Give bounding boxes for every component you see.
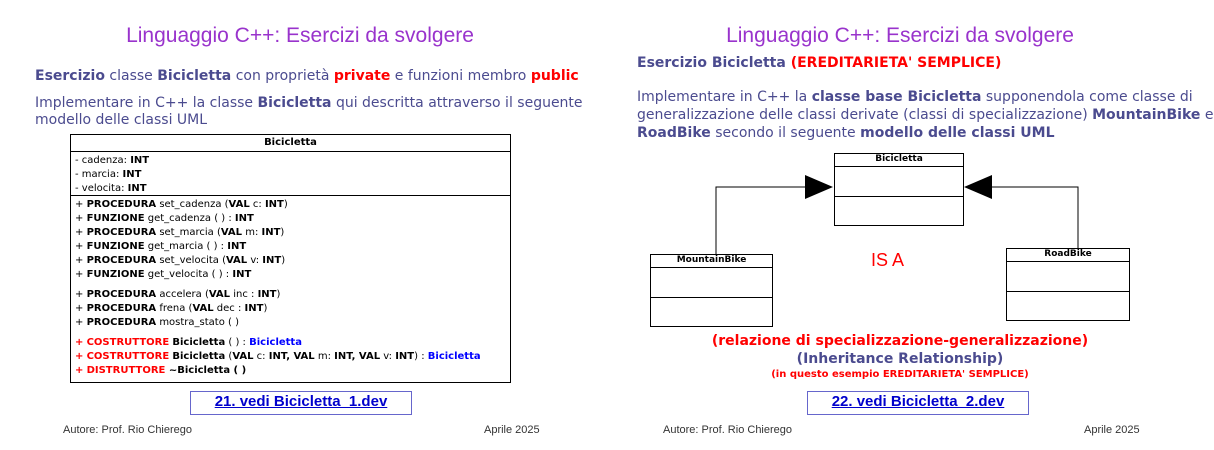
kw: COSTRUTTORE: [86, 351, 170, 362]
t: m:: [242, 227, 262, 238]
t: INT: [257, 289, 277, 300]
attr-type: INT: [127, 183, 147, 194]
class-title: MountainBike: [651, 255, 772, 268]
method-row: [75, 240, 506, 254]
method-row: [75, 226, 506, 240]
t: MountainBike: [1092, 107, 1201, 123]
plus: +: [75, 303, 84, 314]
class-section: [835, 167, 963, 197]
slide-left: [0, 0, 600, 450]
t: c:: [249, 199, 265, 210]
relation-caption: (relazione di specializzazione-generalizzazione): [711, 333, 1089, 349]
uml-class-name: Bicicletta: [71, 135, 510, 152]
plus: +: [75, 337, 84, 348]
method-row: [75, 268, 506, 282]
t: m:: [314, 351, 335, 362]
t: ): [283, 199, 288, 210]
t: e: [1200, 107, 1214, 123]
left-connector: [716, 187, 805, 255]
right-connector: [990, 187, 1078, 248]
attr-name: - marcia:: [75, 169, 123, 180]
inheritance-label: (EREDITARIETA' SEMPLICE): [790, 55, 1002, 71]
slide-title: Linguaggio C++: Esercizi da svolgere: [126, 24, 474, 47]
class-section: [1007, 292, 1129, 321]
plus: +: [75, 317, 84, 328]
attr-name: - velocita:: [75, 183, 128, 194]
attr-type: INT: [130, 155, 150, 166]
uml-class-mountainbike: [650, 254, 773, 327]
t: ) :: [414, 351, 428, 362]
t: Bicicletta: [427, 351, 481, 362]
class-section: [651, 268, 772, 298]
class-title: Bicicletta: [835, 154, 963, 167]
class-section: [651, 298, 772, 327]
t: VAL: [192, 303, 214, 314]
t: INT: [227, 241, 247, 252]
text: e funzioni membro: [390, 68, 531, 84]
instruction-text: [35, 95, 583, 129]
t: Implementare in C++ la: [637, 89, 812, 105]
t: get_marcia ( ) :: [144, 241, 228, 252]
plus: +: [75, 351, 84, 362]
t: INT,: [268, 351, 291, 362]
text: Esercizio Bicicletta: [637, 55, 791, 71]
t: INT,: [334, 351, 356, 362]
plus: +: [75, 289, 84, 300]
author: Autore: Prof. Rio Chierego: [63, 424, 193, 436]
t: v:: [247, 255, 263, 266]
slide-right: [600, 0, 1214, 450]
t: frena (: [156, 303, 193, 314]
plus: +: [75, 365, 84, 376]
attr-name: - cadenza:: [75, 155, 131, 166]
t: Bicicletta: [172, 351, 226, 362]
text: con proprietà: [231, 68, 334, 84]
kw: PROCEDURA: [86, 227, 157, 238]
public-keyword: public: [530, 68, 579, 84]
kw: FUNZIONE: [86, 269, 145, 280]
t: (: [225, 351, 233, 362]
t: Bicicletta: [172, 337, 226, 348]
text: Implementare in C++ la classe: [35, 95, 258, 111]
slide-title: Linguaggio C++: Esercizi da svolgere: [726, 24, 1074, 47]
kw: FUNZIONE: [86, 241, 145, 252]
method-row: [75, 316, 506, 330]
class-name: Bicicletta: [257, 95, 332, 111]
t: INT: [234, 213, 254, 224]
t: get_velocita ( ) :: [144, 269, 233, 280]
method-row: [75, 254, 506, 268]
t: ( ) :: [225, 337, 250, 348]
uml-class-roadbike: [1006, 248, 1130, 321]
t: get_cadenza ( ) :: [144, 213, 235, 224]
t: INT: [395, 351, 415, 362]
t: RoadBike: [637, 125, 711, 141]
t: VAL: [290, 351, 315, 362]
t: mostra_stato ( ): [156, 317, 240, 328]
class-section: [835, 197, 963, 226]
right-arrowhead: [964, 175, 992, 199]
private-keyword: private: [333, 68, 391, 84]
plus: +: [75, 269, 84, 280]
t: supponendola come classe di: [981, 89, 1193, 105]
kw: COSTRUTTORE: [86, 337, 170, 348]
t: inc :: [230, 289, 258, 300]
plus: +: [75, 227, 84, 238]
t: set_marcia (: [156, 227, 221, 238]
constructor-row: [75, 336, 506, 350]
class-name: Bicicletta: [157, 68, 232, 84]
t: secondo il seguente: [710, 125, 861, 141]
t: accelera (: [156, 289, 209, 300]
exercise-description: [35, 68, 579, 84]
method-row: [75, 302, 506, 316]
method-row: [75, 198, 506, 212]
plus: +: [75, 213, 84, 224]
kw: PROCEDURA: [86, 289, 157, 300]
t: VAL: [225, 255, 248, 266]
t: VAL: [232, 351, 254, 362]
t: dec :: [213, 303, 245, 314]
t: ): [276, 289, 281, 300]
t: set_velocita (: [156, 255, 226, 266]
attr-type: INT: [122, 169, 142, 180]
plus: +: [75, 255, 84, 266]
plus: +: [75, 199, 84, 210]
t: VAL: [228, 199, 250, 210]
t: set_cadenza (: [156, 199, 229, 210]
date: Aprile 2025: [1084, 424, 1140, 436]
kw: PROCEDURA: [86, 317, 157, 328]
label-esercizio: Esercizio: [35, 68, 105, 84]
attribute-row: [75, 168, 506, 182]
uml-attributes: [71, 152, 510, 196]
t: ): [280, 227, 285, 238]
left-arrowhead: [805, 175, 833, 199]
author: Autore: Prof. Rio Chierego: [663, 424, 793, 436]
link-bicicletta-1[interactable]: 21. vedi Bicicletta_1.dev: [190, 391, 412, 415]
t: generalizzazione delle classi derivate (classi di specializzazione): [637, 107, 1093, 123]
uml-class-bicicletta: [834, 153, 964, 226]
t: VAL: [208, 289, 231, 300]
kw: DISTRUTTORE: [86, 365, 166, 376]
method-row: [75, 288, 506, 302]
class-section: [1007, 262, 1129, 292]
kw: FUNZIONE: [86, 213, 145, 224]
plus: +: [75, 241, 84, 252]
is-a-label: IS A: [871, 250, 905, 270]
uml-class-diagram: [70, 134, 511, 383]
t: INT: [232, 269, 252, 280]
destructor-row: [75, 364, 506, 378]
date: Aprile 2025: [484, 424, 540, 436]
t: VAL: [355, 351, 381, 362]
t: c:: [253, 351, 269, 362]
attribute-row: [75, 182, 506, 196]
constructor-row: [75, 350, 506, 364]
t: ): [263, 303, 268, 314]
t: INT: [262, 255, 282, 266]
t: Bicicletta: [249, 337, 302, 348]
t: INT: [264, 199, 284, 210]
t: ~Bicicletta ( ): [165, 365, 247, 376]
link-bicicletta-2[interactable]: 22. vedi Bicicletta_2.dev: [807, 391, 1029, 415]
t: v:: [380, 351, 396, 362]
t: INT: [244, 303, 264, 314]
t: modello delle classi UML: [860, 125, 1055, 141]
t: VAL: [220, 227, 243, 238]
text: qui descritta attraverso il seguente: [331, 95, 583, 111]
t: INT: [261, 227, 281, 238]
text: modello delle classi UML: [35, 112, 208, 128]
uml-methods: [71, 196, 510, 380]
text: classe: [104, 68, 158, 84]
attribute-row: [75, 154, 506, 168]
method-row: [75, 212, 506, 226]
inheritance-caption: (Inheritance Relationship): [796, 351, 1004, 367]
kw: PROCEDURA: [86, 255, 157, 266]
example-caption: (in questo esempio EREDITARIETA' SEMPLICE): [771, 369, 1029, 380]
t: classe base Bicicletta: [811, 89, 982, 105]
kw: PROCEDURA: [86, 303, 157, 314]
kw: PROCEDURA: [86, 199, 157, 210]
class-title: RoadBike: [1007, 249, 1129, 262]
t: ): [281, 255, 286, 266]
